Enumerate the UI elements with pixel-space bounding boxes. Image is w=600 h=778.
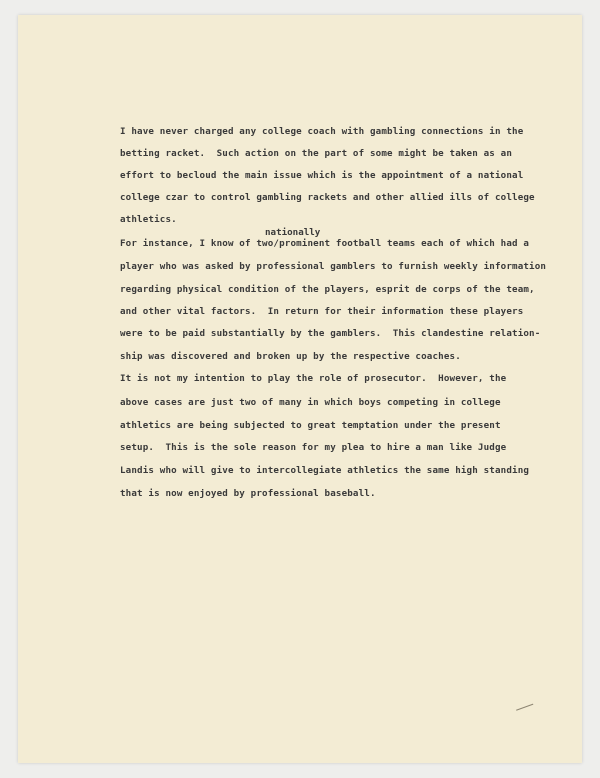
text-line: For instance, I know of two/prominent football teams each of which had a bbox=[120, 238, 530, 249]
text-line: ship was discovered and broken up by the respective coaches. bbox=[120, 351, 461, 362]
text-line: college czar to control gambling rackets and other allied ills of college bbox=[120, 192, 535, 203]
text-line: player who was asked by professional gamblers to furnish weekly information bbox=[120, 261, 547, 272]
text-line: betting racket. Such action on the part of some might be taken as an bbox=[120, 148, 513, 159]
inserted-word: nationally bbox=[265, 227, 321, 238]
pencil-mark bbox=[513, 694, 534, 710]
text-line: Landis who will give to intercollegiate athletics the same high standing bbox=[120, 465, 530, 476]
text-line: that is now enjoyed by professional baseball. bbox=[120, 488, 376, 499]
text-line: It is not my intention to play the role of prosecutor. However, the bbox=[120, 373, 507, 384]
text-line: above cases are just two of many in which boys competing in college bbox=[120, 397, 501, 408]
text-line: athletics. bbox=[120, 214, 177, 225]
text-line: effort to becloud the main issue which is the appointment of a national bbox=[120, 170, 524, 181]
text-line: setup. This is the sole reason for my plea to hire a man like Judge bbox=[120, 442, 507, 453]
text-line: athletics are being subjected to great temptation under the present bbox=[120, 420, 501, 431]
text-line: I have never charged any college coach with gambling connections in the bbox=[120, 126, 524, 137]
text-line: regarding physical condition of the players, esprit de corps of the team, bbox=[120, 284, 535, 295]
text-line: were to be paid substantially by the gamblers. This clandestine relation- bbox=[120, 328, 541, 339]
text-line: and other vital factors. In return for their information these players bbox=[120, 306, 524, 317]
